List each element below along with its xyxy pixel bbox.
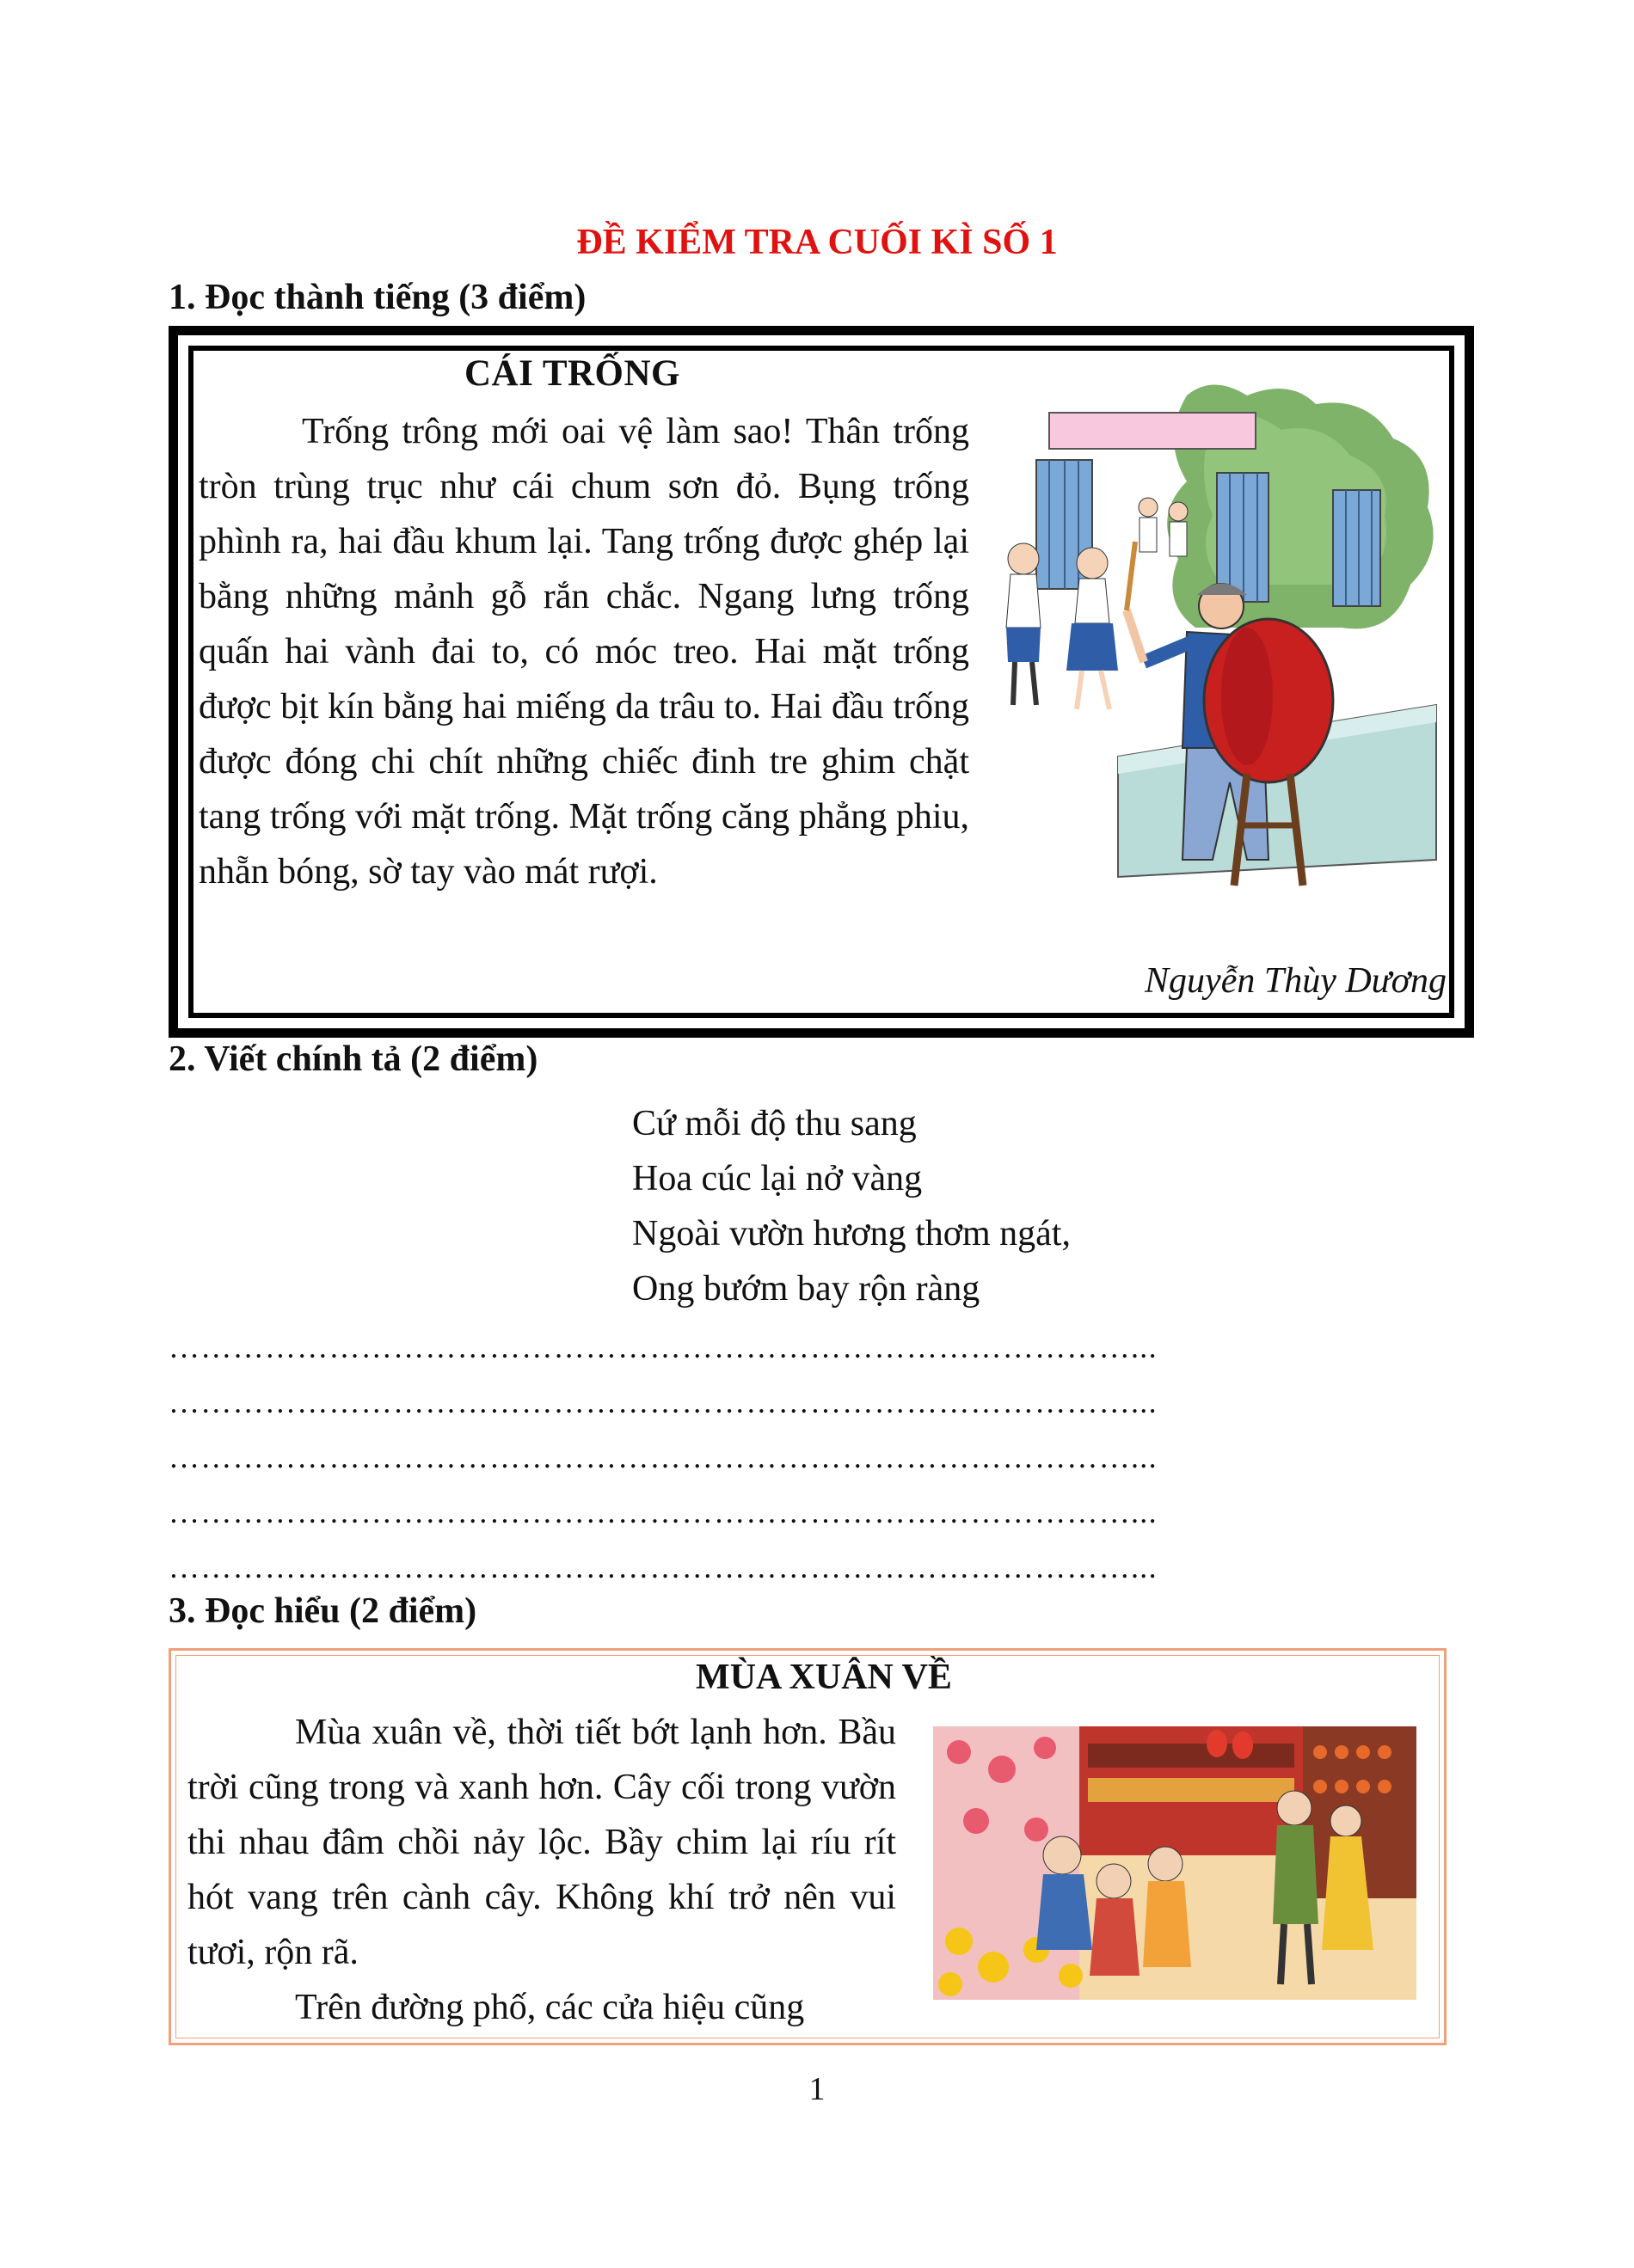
- poem-line: Hoa cúc lại nở vàng: [632, 1159, 923, 1198]
- dictation-poem: [632, 1096, 1071, 1316]
- story-author: Nguyễn Thùy Dương: [1145, 961, 1447, 1001]
- story-paragraph: Trên đường phố, các cửa hiệu cũng: [295, 1988, 805, 2027]
- story-title-mua-xuan-ve: MÙA XUÂN VỀ: [696, 1658, 952, 1697]
- story-text-cai-trong: Trống trông mới oai vệ làm sao! Thân trống tròn trùng trục như cái chum sơn đỏ. Bụng trống phình ra, hai đầu khum lại. Tang trống được ghép lại bằng những mảnh gỗ rắn chắc. Ngang lưng trống quấn hai vành đai to, có móc treo. Hai mặt trống được bịt kín bằng hai miếng da trâu to. Hai đầu trống được đóng chi chít những chiếc đinh tre ghim chặt tang trống với mặt trống. Mặt trống căng phẳng phiu, nhẵn bóng, sờ tay vào mát rượi.: [199, 412, 969, 892]
- story-text-mua-xuan-ve: [187, 1705, 896, 2035]
- dotted-writing-line[interactable]: ………………………………………………………………………………...: [169, 1385, 1158, 1419]
- story-title-cai-trong: CÁI TRỐNG: [464, 353, 680, 394]
- section-heading-reading-comprehension: 3. Đọc hiểu (2 điểm): [169, 1591, 477, 1631]
- section-heading-reading-aloud: 1. Đọc thành tiếng (3 điểm): [169, 278, 587, 317]
- poem-line: Ngoài vườn hương thơm ngát,: [632, 1214, 1071, 1254]
- writing-lines: [169, 1320, 1467, 1595]
- document-title: ĐỀ KIỂM TRA CUỐI KÌ SỐ 1: [576, 223, 1058, 262]
- dotted-writing-line[interactable]: ………………………………………………………………………………...: [169, 1550, 1158, 1585]
- page-number: 1: [808, 2071, 826, 2107]
- story-paragraph: Mùa xuân về, thời tiết bớt lạnh hơn. Bầu trời cũng trong và xanh hơn. Cây cối trong vườn thi nhau đâm chồi nảy lộc. Bầy chim lại ríu rít hót vang trên cành cây. Không khí trở nên vui tươi, rộn rã.: [187, 1713, 896, 1972]
- dotted-writing-line[interactable]: ………………………………………………………………………………...: [169, 1440, 1158, 1474]
- dotted-writing-line[interactable]: ………………………………………………………………………………...: [169, 1495, 1158, 1529]
- poem-line: Cứ mỗi độ thu sang: [632, 1104, 917, 1143]
- spring-market-illustration: [933, 1726, 1416, 2000]
- dotted-writing-line[interactable]: ………………………………………………………………………………...: [169, 1330, 1158, 1364]
- section-heading-dictation: 2. Viết chính tả (2 điểm): [169, 1039, 538, 1079]
- poem-line: Ong bướm bay rộn ràng: [632, 1269, 980, 1309]
- drum-school-illustration: [989, 378, 1445, 894]
